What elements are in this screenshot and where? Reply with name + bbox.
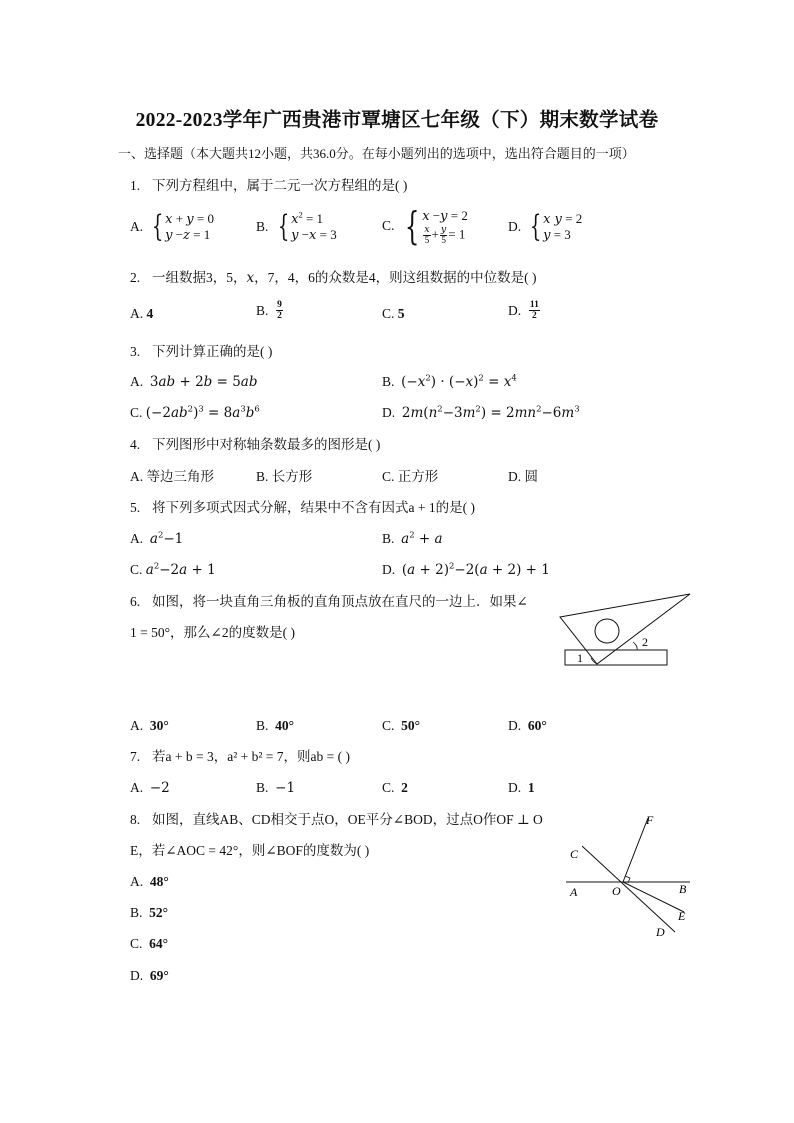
label-f: F — [646, 813, 654, 827]
question-5: 5. 将下列多项式因式分解，结果中不含有因式a + 1的是( ) — [130, 500, 475, 515]
section-heading: 一、选择题（本大题共12小题，共36.0分。在每小题列出的选项中，选出符合题目的一项） — [118, 146, 635, 161]
q3-option-b: B. $(-x^2) \cdot (-x)^2 = x^4$ — [382, 373, 517, 390]
label-e: E — [678, 909, 686, 923]
question-7: 7. 若a + b = 3，a² + b² = 7，则ab = ( ) — [130, 749, 351, 764]
question-2: 2. 一组数据3，5，x，7，4，6的众数是4，则这组数据的中位数是( ) — [130, 270, 537, 286]
q5-option-a: A. $a^2-1$ — [130, 530, 184, 547]
q7-option-a: A. −2 — [130, 780, 170, 796]
q5-option-d: D. $(a + 2)^2-2(a + 2) + 1$ — [382, 561, 550, 578]
q6-option-b: B. 40° — [256, 718, 295, 733]
question-3: 3. 下列计算正确的是( ) — [130, 344, 273, 359]
question-4: 4. 下列图形中对称轴条数最多的图形是( ) — [130, 437, 381, 452]
question-stem: 下列方程组中，属于二元一次方程组的是( ) — [152, 178, 408, 193]
q7-option-b: B. −1 — [256, 780, 296, 796]
q1-option-d: D. { x y = 2 y = 3 — [508, 209, 583, 244]
q8-figure — [560, 808, 695, 943]
q7-option-d: D. 1 — [508, 780, 535, 795]
q4-option-d: D. 圆 — [508, 469, 538, 484]
question-6: 6. 如图，将一块直角三角板的直角顶点放在直尺的一边上．如果∠ — [130, 594, 528, 609]
q1-option-c: C. { x −y = 2 $\frac{x}{5}$ + $\frac{y}{5}$ = 1 — [382, 204, 468, 248]
question-6-line2: 1 = 50°，那么∠2的度数是( ) — [130, 625, 295, 640]
question-number: 1. — [130, 178, 141, 193]
q3-option-a: A. 3ab + 2b = 5ab — [130, 374, 258, 390]
q3-option-d: D. $2m(n^2-3m^2) = 2mn^2-6m^3$ — [382, 404, 580, 421]
triangle-hole — [595, 619, 619, 643]
line-cd — [582, 846, 675, 932]
q6-option-a: A. 30° — [130, 718, 169, 733]
angle-1-label: 1 — [577, 651, 583, 665]
q2-option-a: A. 4 — [130, 306, 154, 321]
label-b: B — [679, 882, 687, 896]
equation-system: { x −y = 2 $\frac{x}{5}$ + $\frac{y}{5}$ = 1 — [404, 204, 468, 248]
question-8: 8. 如图，直线AB、CD相交于点O，OE平分∠BOD，过点O作OF ⊥ O — [130, 812, 543, 827]
equation-system: { x + y = 0 y −z = 1 — [151, 209, 214, 244]
q3-option-c: C. $(-2ab^2)^3 = 8a^3b^6$ — [130, 404, 260, 421]
q5-option-c: C. $a^2-2a + 1$ — [130, 561, 216, 578]
q2-option-b: B. $\frac{9}{2}$ — [256, 300, 282, 321]
label-a: A — [570, 885, 578, 899]
q1-option-b: B. { $x^2 = 1$ y −x = 3 — [256, 209, 337, 244]
q6-figure — [555, 590, 695, 670]
exam-title: 2022-2023学年广西贵港市覃塘区七年级（下）期末数学试卷 — [135, 110, 659, 131]
q1-option-a: A. { x + y = 0 y −z = 1 — [130, 209, 214, 244]
label-o: O — [612, 884, 621, 898]
ray-oe — [623, 882, 684, 912]
q6-option-d: D. 60° — [508, 718, 547, 733]
question-1 — [130, 178, 407, 194]
equation-system: { $x^2 = 1$ y −x = 3 — [277, 209, 337, 244]
q4-option-c: C. 正方形 — [382, 469, 439, 484]
label-c: C — [570, 847, 579, 861]
q8-option-c: C. 64° — [130, 936, 169, 951]
q4-option-a: A. 等边三角形 — [130, 469, 214, 484]
q6-option-c: C. 50° — [382, 718, 421, 733]
label-d: D — [656, 925, 665, 939]
q4-option-b: B. 长方形 — [256, 469, 313, 484]
q7-option-c: C. 2 — [382, 780, 408, 795]
q2-option-d: D. $\frac{11}{2}$ — [508, 300, 539, 321]
q8-option-d: D. 69° — [130, 968, 169, 983]
angle-2-label: 2 — [642, 635, 648, 649]
ray-of — [623, 818, 648, 882]
q5-option-b: B. $a^2 + a$ — [382, 530, 443, 547]
q8-option-b: B. 52° — [130, 905, 169, 920]
q2-option-c: C. 5 — [382, 306, 405, 321]
equation-system: { x y = 2 y = 3 — [529, 209, 583, 244]
q8-option-a: A. 48° — [130, 874, 169, 889]
question-8-line2: E，若∠AOC = 42°，则∠BOF的度数为( ) — [130, 843, 370, 858]
